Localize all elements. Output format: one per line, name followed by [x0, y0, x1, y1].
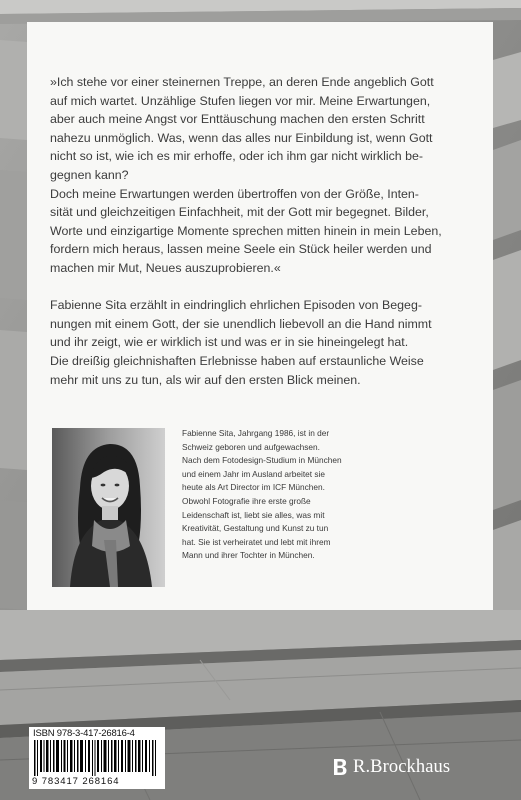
blurb-summary: Fabienne Sita erzählt in eindringlich ehrlichen Episoden von Begeg- nungen mit einem Gott, der sie unendlich liebevoll an die Hand nimmt und ihr zeigt, wie er wirklich ist und was er in sie hineingelegt hat. Die dreißig gleichnishaften Erlebnisse haben auf erstaunliche Weise mehr mit uns zu tun, als wir auf den ersten Blick meinen.	[50, 298, 432, 387]
isbn-number: ISBN 978-3-417-26816-4	[33, 728, 135, 739]
paragraph-gap	[50, 278, 475, 297]
isbn-barcode	[29, 727, 165, 789]
blurb	[50, 73, 475, 389]
brockhaus-b-logo-icon	[333, 758, 347, 776]
publisher-mark	[333, 755, 450, 779]
publisher-name: R.Brockhaus	[353, 756, 451, 777]
barcode-digits: 9 783417 268164	[32, 776, 120, 787]
barcode-icon	[32, 740, 162, 776]
blurb-quote: »Ich stehe vor einer steinernen Treppe, an deren Ende angeblich Gott auf mich wartet. Unzählige Stufen liegen vor mir. Meine Erwartungen, aber auch meine Angst vor Enttäuschung machen den ersten Schritt nahezu unmöglich. Was, wenn das alles nur Einbildung ist, wenn Gott nicht so ist, wie ich es mir erhoffe, oder ich ihm gar nicht wirklich be- gegnen kann? Doch meine Erwartungen werden übertroffen von der Größe, Inten- sität und gleichzeitigen Einfachheit, mit der Gott mir begegnet. Bilder, Worte und einzigartige Momente sprechen mitten hinein in mein Leben, fordern mich heraus, lassen meine Seele ein Stück heiler werden und machen mir Mut, Neues auszuprobieren.«	[50, 75, 442, 275]
author-bio: Fabienne Sita, Jahrgang 1986, ist in der Schweiz geboren und aufgewachsen. Nach dem Fotodesign-Studium in München und einem Jahr im Ausland arbeitet sie heute als Art Director im ICF München. Obwohl Fotografie ihre erste große Leidenschaft ist, liebt sie alles, was mit Kreativität, Gestaltung und Kunst zu tun hat. Sie ist verheiratet und lebt mit ihrem Mann und ihrer Tochter in München.	[182, 428, 342, 561]
back-cover-text-panel	[27, 22, 493, 610]
author-photo	[52, 428, 165, 587]
